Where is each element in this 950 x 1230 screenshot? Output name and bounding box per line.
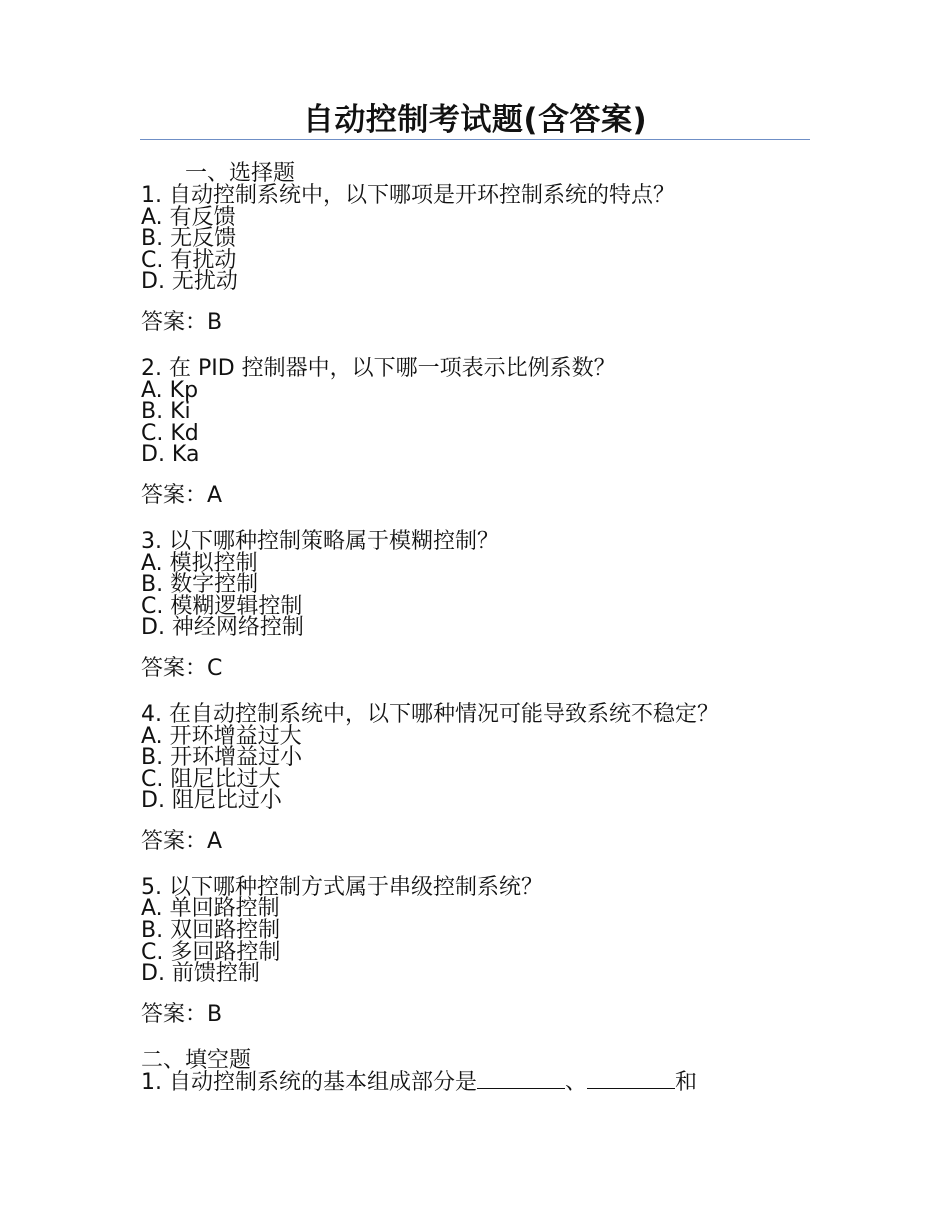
- option-a: A. 有反馈: [141, 204, 236, 230]
- answer-line: 答案：A: [141, 828, 223, 854]
- question-3: [141, 529, 821, 680]
- section-heading-choice: 一、选择题: [185, 161, 296, 186]
- question-stem: 5. 以下哪种控制方式属于串级控制系统？: [141, 874, 543, 900]
- option-d: D. 前馈控制: [141, 961, 260, 987]
- title-underline: [140, 139, 810, 140]
- question-stem: 1. 自动控制系统中，以下哪项是开环控制系统的特点？: [141, 183, 675, 208]
- option-b: B. 双回路控制: [141, 918, 281, 944]
- question-stem: 3. 以下哪种控制策略属于模糊控制？: [141, 528, 499, 554]
- option-c: C. 阻尼比过大: [141, 766, 281, 792]
- question-4: [141, 702, 821, 853]
- fill-suffix: 和: [675, 1069, 698, 1095]
- question-stem: 4. 在自动控制系统中，以下哪种情况可能导致系统不稳定？: [141, 701, 719, 727]
- document-body: [141, 161, 821, 1095]
- question-5: [141, 875, 821, 1026]
- option-c: C. 有扰动: [141, 247, 237, 273]
- option-d: D. Ka: [141, 442, 200, 468]
- question-2: [141, 356, 821, 507]
- option-b: B. 无反馈: [141, 226, 237, 252]
- option-d: D. 神经网络控制: [141, 615, 304, 641]
- fill-question-1: [141, 1069, 821, 1095]
- question-1: [141, 183, 821, 334]
- answer-line: 答案：A: [141, 482, 223, 508]
- option-c: C. Kd: [141, 420, 199, 446]
- answer-line: 答案：B: [141, 1001, 223, 1027]
- fill-blank: [587, 1071, 675, 1089]
- option-a: A. Kp: [141, 377, 199, 403]
- option-b: B. 数字控制: [141, 572, 259, 598]
- fill-blank: [477, 1071, 565, 1089]
- fill-question-stem: [141, 1069, 821, 1095]
- answer-line: 答案：C: [141, 655, 223, 681]
- option-b: B. 开环增益过小: [141, 745, 303, 771]
- option-c: C. 模糊逻辑控制: [141, 593, 303, 619]
- answer-line: 答案：B: [141, 309, 223, 335]
- fill-stem-prefix: 1. 自动控制系统的基本组成部分是: [141, 1069, 477, 1095]
- document-title: 自动控制考试题(含答案): [302, 102, 648, 138]
- option-a: A. 单回路控制: [141, 896, 280, 922]
- question-stem: 2. 在 PID 控制器中，以下哪一项表示比例系数？: [141, 355, 616, 381]
- option-c: C. 多回路控制: [141, 939, 281, 965]
- fill-separator: 、: [565, 1069, 588, 1095]
- option-b: B. Ki: [141, 399, 191, 425]
- option-d: D. 无扰动: [141, 269, 238, 295]
- option-d: D. 阻尼比过小: [141, 788, 282, 814]
- section-heading-fill: 二、填空题: [141, 1047, 252, 1073]
- option-a: A. 模拟控制: [141, 550, 258, 576]
- option-a: A. 开环增益过大: [141, 723, 302, 749]
